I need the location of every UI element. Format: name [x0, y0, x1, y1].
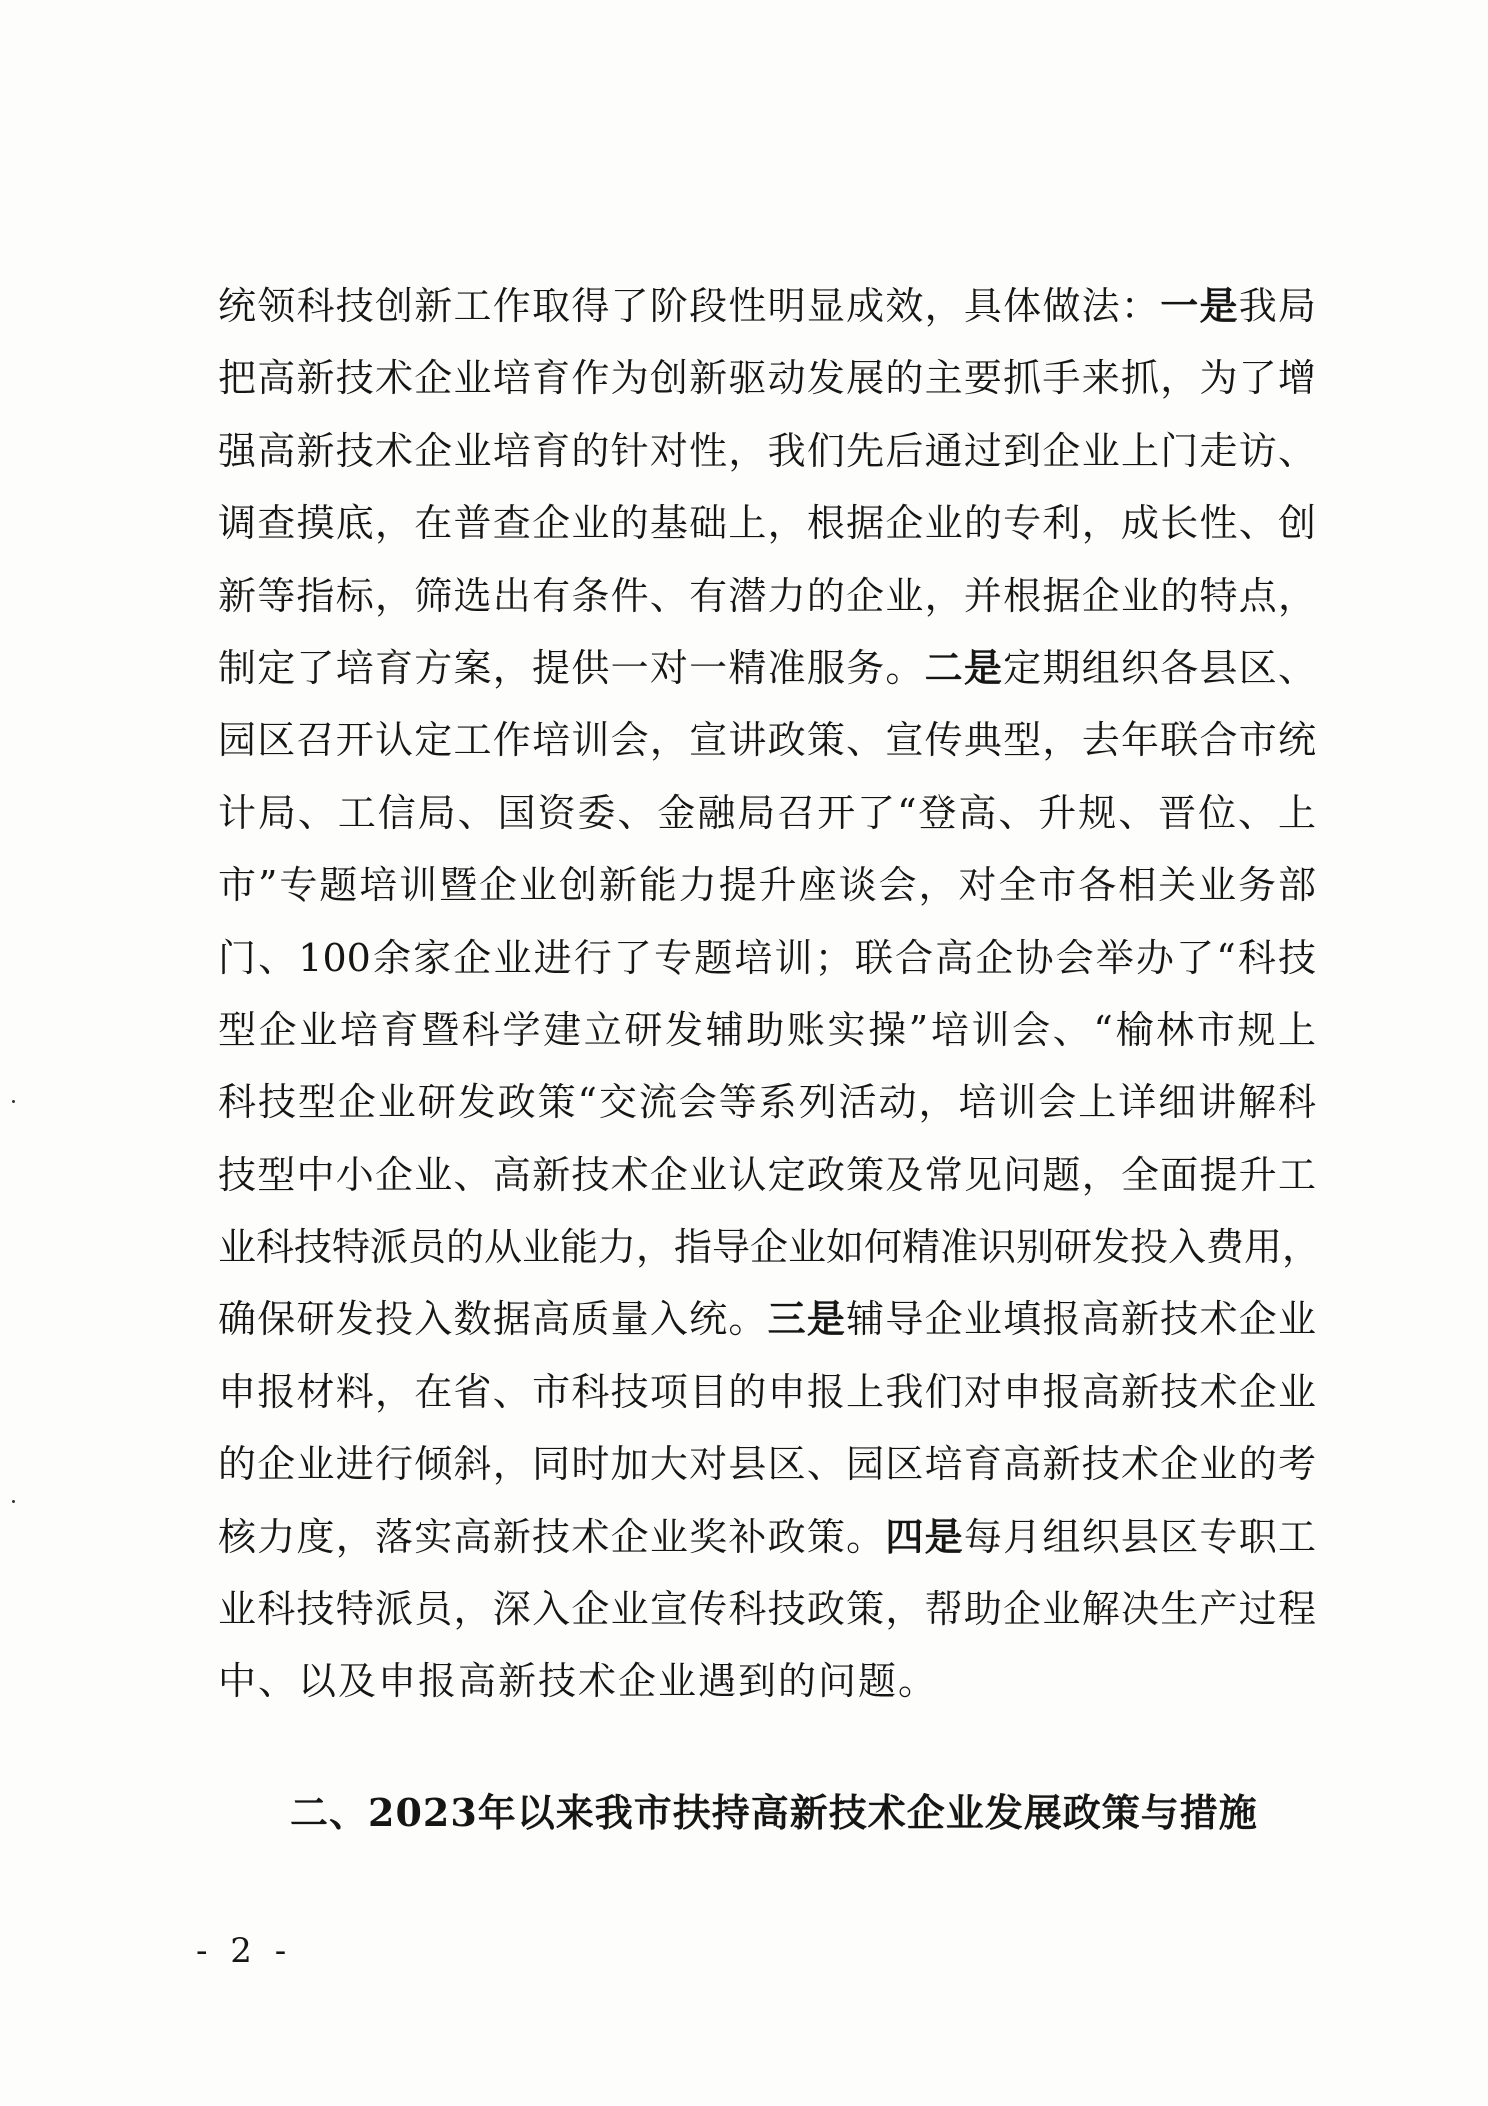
paragraph-line [218, 415, 1316, 487]
section-heading: 二、2023年以来我市扶持高新技术企业发展政策与措施 [290, 1790, 1258, 1835]
line-text: 业科技特派员，深入企业宣传科技政策，帮助企业解决生产过程 [218, 1587, 1316, 1632]
line-text: 新等指标，筛选出有条件、有潜力的企业，并根据企业的特点， [218, 573, 1316, 618]
paragraph-line [218, 1211, 1321, 1283]
line-text: 统领科技创新工作取得了阶段性明显成效，具体做法： [218, 284, 1161, 328]
line-text: 园区召开认定工作培训会，宣讲政策、宣传典型，去年联合市统 [218, 718, 1316, 763]
line-text: 申报材料，在省、市科技项目的申报上我们对申报高新技术企业 [218, 1369, 1316, 1414]
paragraph-line [218, 994, 1316, 1066]
paragraph-line [218, 1283, 1316, 1355]
paragraph-line [218, 1501, 1316, 1573]
line-text: 每月组织县区专职工 [963, 1514, 1316, 1559]
paragraph-line [218, 1573, 1316, 1645]
emphasis-label: 四是 [885, 1513, 964, 1559]
body-paragraph [218, 270, 1321, 1718]
line-text: 型企业培育暨科学建立研发辅助账实操”培训会、“榆林市规上 [218, 1007, 1316, 1052]
line-text: 计局、工信局、国资委、金融局召开了“登高、升规、晋位、上 [218, 790, 1316, 835]
line-text: 核力度，落实高新技术企业奖补政策。 [218, 1514, 886, 1559]
paragraph-line [218, 560, 1316, 632]
line-text: 强高新技术企业培育的针对性，我们先后通过到企业上门走访、 [218, 428, 1316, 473]
scan-speck [12, 1500, 15, 1503]
paragraph-line [218, 1139, 1316, 1211]
line-text: 确保研发投入数据高质量入统。 [218, 1297, 768, 1342]
line-text: 的企业进行倾斜，同时加大对县区、园区培育高新技术企业的考 [218, 1442, 1316, 1487]
paragraph-line [218, 487, 1316, 559]
line-text: 我局 [1238, 284, 1316, 328]
line-text: 调查摸底，在普查企业的基础上，根据企业的专利，成长性、创 [218, 501, 1316, 546]
line-text: 业科技特派员的从业能力，指导企业如何精准识别研发投入费用， [218, 1225, 1321, 1270]
paragraph-line [218, 1645, 1316, 1717]
line-text: 市”专题培训暨企业创新能力提升座谈会，对全市各相关业务部 [218, 863, 1316, 908]
line-text: 把高新技术企业培育作为创新驱动发展的主要抓手来抓，为了增 [218, 356, 1316, 401]
scan-speck [12, 1100, 15, 1103]
paragraph-line [218, 270, 1316, 342]
line-text: 中、以及申报高新技术企业遇到的问题。 [218, 1659, 939, 1704]
line-text: 辅导企业填报高新技术企业 [846, 1297, 1316, 1342]
line-text: 科技型企业研发政策“交流会等系列活动，培训会上详细讲解科 [218, 1080, 1316, 1125]
paragraph-line [218, 342, 1316, 414]
emphasis-label: 一是 [1160, 283, 1239, 328]
paragraph-line [218, 632, 1316, 704]
paragraph-line [218, 849, 1316, 921]
paragraph-line [218, 1428, 1316, 1500]
paragraph-line [218, 777, 1316, 849]
paragraph-line [218, 922, 1316, 994]
line-text: 门、100余家企业进行了专题培训；联合高企协会举办了“科技 [218, 935, 1316, 980]
line-text: 技型中小企业、高新技术企业认定政策及常见问题，全面提升工 [218, 1152, 1316, 1197]
emphasis-label: 二是 [924, 644, 1004, 690]
page-number: - 2 - [196, 1931, 293, 1971]
paragraph-line [218, 1066, 1316, 1138]
line-text: 定期组织各县区、 [1003, 645, 1316, 690]
paragraph-line [218, 1356, 1316, 1428]
paragraph-line [218, 704, 1316, 776]
emphasis-label: 三是 [767, 1296, 847, 1342]
line-text: 制定了培育方案，提供一对一精准服务。 [218, 645, 925, 690]
